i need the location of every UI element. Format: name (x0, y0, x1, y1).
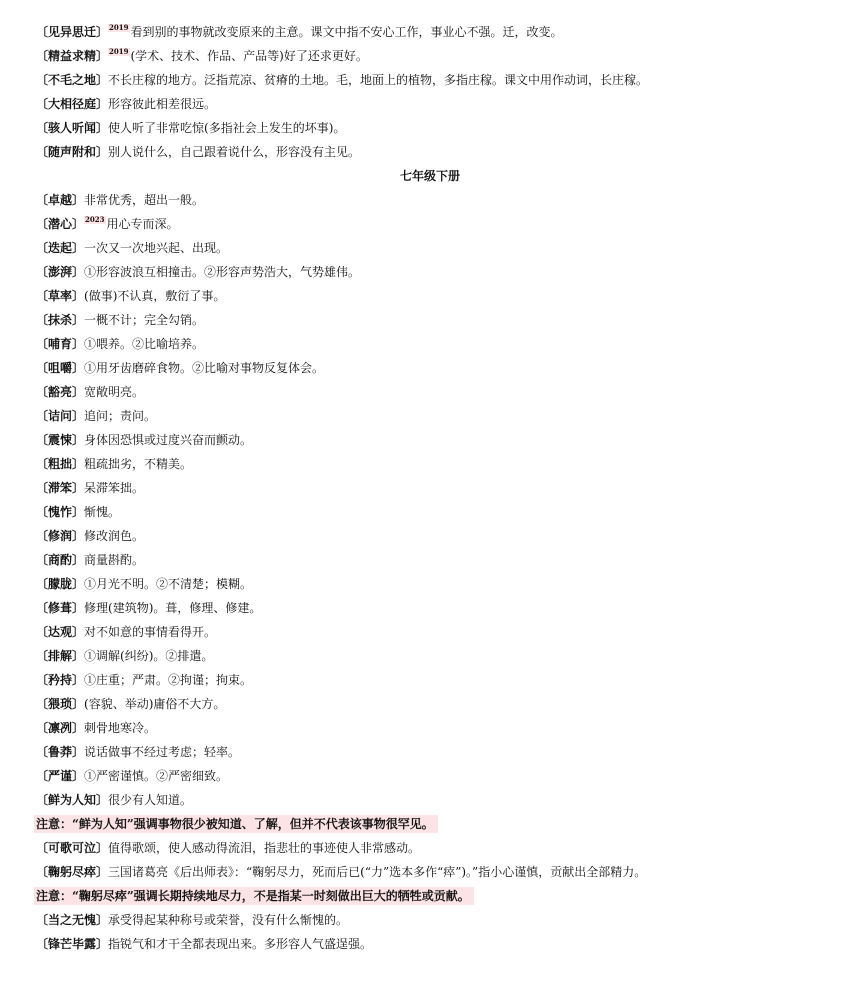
entry-term: 〔迭起〕 (36, 241, 85, 255)
entry-definition: 值得歌颂，使人感动得流泪，指悲壮的事迹使人非常感动。 (108, 841, 421, 855)
entry-definition: (学术、技术、作品、产品等)好了还求更好。 (130, 49, 368, 63)
glossary-entry (36, 311, 204, 329)
note-highlight: 注意：“鲜为人知”强调事物很少被知道、了解，但并不代表该事物很罕见。 (34, 815, 438, 833)
entry-definition: 使人听了非常吃惊(多指社会上发生的坏事)。 (108, 121, 346, 135)
glossary-entry (36, 23, 563, 41)
entry-definition: ①月光不明。②不清楚；模糊。 (84, 577, 253, 591)
entry-term: 〔修葺〕 (36, 601, 85, 615)
glossary-entry (36, 287, 225, 305)
entry-definition: 很少有人知道。 (108, 793, 193, 807)
glossary-entry (36, 527, 144, 545)
glossary-entry (36, 671, 252, 689)
entry-term: 〔锋芒毕露〕 (36, 937, 109, 951)
entry-term: 〔商酌〕 (36, 553, 85, 567)
entry-definition: 看到别的事物就改变原来的主意。课文中指不安心工作，事业心不强。迁，改变。 (130, 25, 563, 39)
entry-term: 〔严谨〕 (36, 769, 85, 783)
entry-definition: 粗疏拙劣，不精美。 (84, 457, 193, 471)
entry-definition: ①严密谨慎。②严密细致。 (84, 769, 229, 783)
glossary-entry (36, 359, 324, 377)
entry-term: 〔震悚〕 (36, 433, 85, 447)
glossary-entry (36, 575, 252, 593)
glossary-entry (36, 263, 360, 281)
glossary-entry (36, 791, 192, 809)
glossary-entry (36, 383, 144, 401)
glossary-entry (36, 191, 204, 209)
glossary-entry (36, 455, 192, 473)
entry-term: 〔鲜为人知〕 (36, 793, 109, 807)
entry-term: 〔愧怍〕 (36, 505, 85, 519)
entry-definition: 说话做事不经过考虑；轻率。 (84, 745, 241, 759)
glossary-entry (36, 407, 156, 425)
glossary-entry (36, 767, 228, 785)
glossary-entry (36, 95, 216, 113)
entry-definition: ①喂养。②比喻培养。 (84, 337, 205, 351)
entry-definition: 形容彼此相差很远。 (108, 97, 217, 111)
entry-term: 〔朦胧〕 (36, 577, 85, 591)
glossary-entry (36, 431, 252, 449)
entry-term: 〔见异思迁〕 (36, 25, 109, 39)
glossary-entry (36, 623, 216, 641)
entry-definition: 宽敞明亮。 (84, 385, 145, 399)
entry-definition: 追问；责问。 (84, 409, 157, 423)
exam-year-badge: 2019 (109, 47, 129, 56)
entry-definition: ①庄重；严肃。②拘谨；拘束。 (84, 673, 253, 687)
entry-definition: 呆滞笨拙。 (84, 481, 145, 495)
entry-term: 〔随声附和〕 (36, 145, 109, 159)
entry-definition: (容貌、举动)庸俗不大方。 (84, 697, 226, 711)
entry-definition: 一概不计；完全勾销。 (84, 313, 205, 327)
entry-term: 〔粗拙〕 (36, 457, 85, 471)
entry-term: 〔鞠躬尽瘁〕 (36, 865, 109, 879)
glossary-entry (36, 839, 420, 857)
entry-definition: 一次又一次地兴起、出现。 (84, 241, 229, 255)
entry-term: 〔猥琐〕 (36, 697, 85, 711)
entry-term: 〔矜持〕 (36, 673, 85, 687)
entry-term: 〔当之无愧〕 (36, 913, 109, 927)
entry-definition: ①调解(纠纷)。②排遣。 (84, 649, 214, 663)
entry-term: 〔滞笨〕 (36, 481, 85, 495)
entry-definition: 别人说什么，自己跟着说什么，形容没有主见。 (108, 145, 361, 159)
glossary-entry (36, 911, 348, 929)
entry-definition: 指锐气和才干全都表现出来。多形容人气盛逞强。 (108, 937, 373, 951)
exam-year-badge: 2019 (109, 23, 129, 32)
glossary-entry (36, 647, 213, 665)
entry-term: 〔修润〕 (36, 529, 85, 543)
entry-term: 〔咀嚼〕 (36, 361, 85, 375)
glossary-entry (36, 335, 204, 353)
glossary-entry (36, 599, 261, 617)
entry-term: 〔大相径庭〕 (36, 97, 109, 111)
glossary-entry (36, 47, 368, 65)
entry-definition: 修改润色。 (84, 529, 145, 543)
glossary-entry (36, 479, 144, 497)
note-highlight: 注意：“鞠躬尽瘁”强调长期持续地尽力，不是指某一时刻做出巨大的牺牲或贡献。 (34, 887, 474, 905)
entry-term: 〔鲁莽〕 (36, 745, 85, 759)
entry-definition: 用心专而深。 (106, 217, 179, 231)
entry-term: 〔骇人听闻〕 (36, 121, 109, 135)
glossary-entry (36, 863, 646, 881)
glossary-entry (36, 215, 179, 233)
glossary-entry (36, 695, 225, 713)
entry-definition: (做事)不认真，敷衍了事。 (84, 289, 226, 303)
section-heading: 七年级下册 (399, 169, 460, 183)
entry-definition: 非常优秀，超出一般。 (84, 193, 205, 207)
entry-term: 〔诘问〕 (36, 409, 85, 423)
entry-term: 〔精益求精〕 (36, 49, 109, 63)
entry-term: 〔排解〕 (36, 649, 85, 663)
entry-term: 〔达观〕 (36, 625, 85, 639)
entry-term: 〔豁亮〕 (36, 385, 85, 399)
entry-term: 〔可歌可泣〕 (36, 841, 109, 855)
entry-term: 〔不毛之地〕 (36, 73, 109, 87)
entry-term: 〔凛冽〕 (36, 721, 85, 735)
entry-term: 〔澎湃〕 (36, 265, 85, 279)
glossary-entry (36, 551, 144, 569)
glossary-entry (36, 743, 240, 761)
glossary-entry (36, 935, 372, 953)
entry-definition: 身体因恐惧或过度兴奋而颤动。 (84, 433, 253, 447)
entry-term: 〔潜心〕 (36, 217, 85, 231)
entry-definition: 三国诸葛亮《后出师表》：“鞠躬尽力，死而后已(“力”选本多作“瘁”)。”指小心谨慎，贡献出全部精力。 (108, 865, 647, 879)
entry-term: 〔草率〕 (36, 289, 85, 303)
entry-definition: 商量斟酌。 (84, 553, 145, 567)
glossary-entry (36, 503, 120, 521)
glossary-entry (36, 71, 648, 89)
entry-term: 〔抹杀〕 (36, 313, 85, 327)
entry-definition: 承受得起某种称号或荣誉，没有什么惭愧的。 (108, 913, 349, 927)
glossary-entry (36, 239, 228, 257)
entry-definition: 修理(建筑物)。葺，修理、修建。 (84, 601, 262, 615)
entry-definition: ①用牙齿磨碎食物。②比喻对事物反复体会。 (84, 361, 325, 375)
entry-term: 〔哺育〕 (36, 337, 85, 351)
entry-definition: 刺骨地寒冷。 (84, 721, 157, 735)
entry-term: 〔卓越〕 (36, 193, 85, 207)
entry-definition: ①形容波浪互相撞击。②形容声势浩大，气势雄伟。 (84, 265, 361, 279)
glossary-entry (36, 143, 360, 161)
entry-definition: 对不如意的事情看得开。 (84, 625, 217, 639)
glossary-entry (36, 119, 345, 137)
entry-definition: 惭愧。 (84, 505, 121, 519)
exam-year-badge: 2023 (85, 215, 105, 224)
entry-definition: 不长庄稼的地方。泛指荒凉、贫瘠的土地。毛，地面上的植物，多指庄稼。课文中用作动词，长庄稼。 (108, 73, 649, 87)
glossary-entry (36, 719, 156, 737)
